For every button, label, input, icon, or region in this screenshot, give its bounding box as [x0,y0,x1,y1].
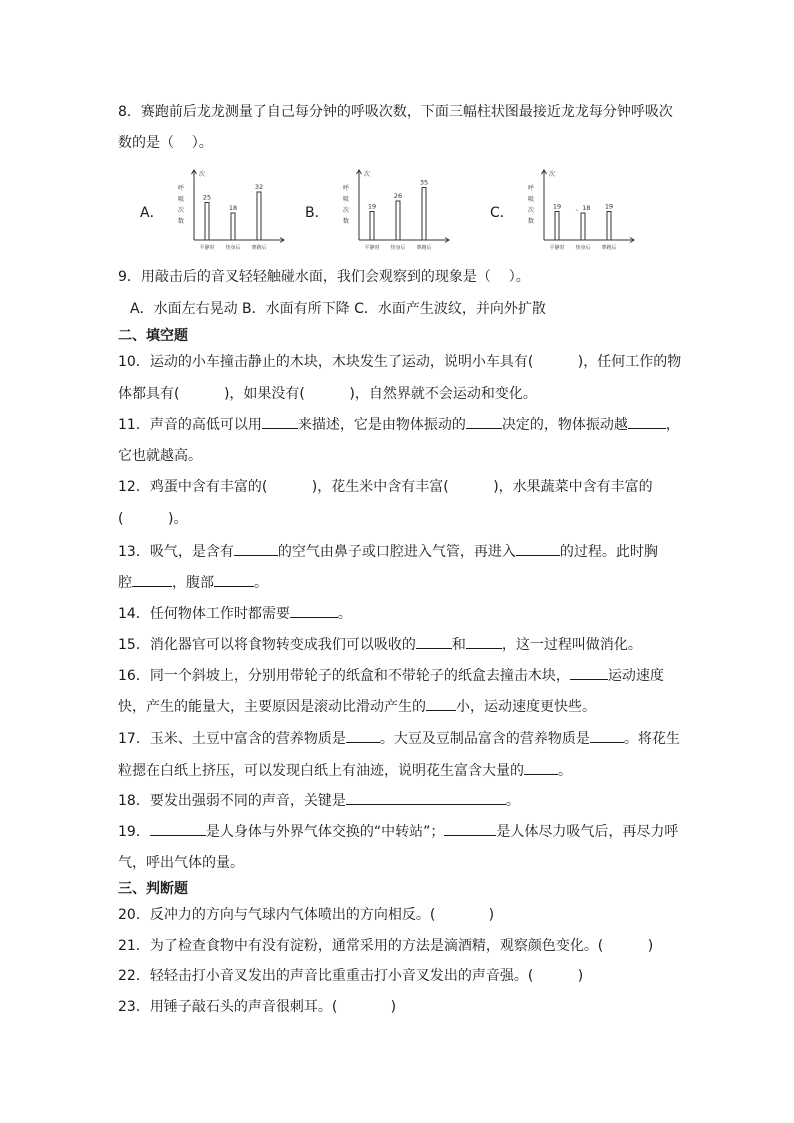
category-label: 热身后 [225,245,241,251]
category-label: 赛跑后 [601,245,617,251]
blank [570,666,608,680]
blank [628,415,666,429]
bar-value-label: 25 [202,193,212,202]
chart-c [490,164,640,256]
y-axis-label-char: 吸 [178,196,185,203]
y-axis-unit: 次 [364,171,371,178]
bar-chart [508,164,640,256]
q9-line1: 9．用敲击后的音叉轻轻触碰水面，我们会观察到的现象是（ ）。 [118,269,530,285]
blank [466,415,502,429]
bar-value-label: 19 [604,202,614,211]
blank [346,729,380,743]
q8-line2: 数的是（ ）。 [118,135,213,151]
y-axis-unit: 次 [199,171,206,178]
category-label: 热身后 [575,245,591,251]
q16-line2: 快，产生的能量大，主要原因是滚动比滑动产生的 小，运动速度更快些。 [118,699,596,715]
q12-line1: 12．鸡蛋中含有丰富的( )，花生米中含有丰富( )，水果蔬菜中含有丰富的 [118,479,653,495]
q12-line2: ( )。 [118,511,188,527]
bar-value-label: 26 [393,192,403,200]
q21: 21．为了检查食物中有没有淀粉，通常采用的方法是滴酒精，观察颜色变化。( ) [118,938,654,954]
y-axis-label-char: 次 [178,207,185,214]
bar [205,203,209,241]
category-label: 热身后 [390,245,406,251]
blank [214,573,254,587]
blank [426,697,456,711]
q17-line2: 粒摁在白纸上挤压，可以发现白纸上有油迹，说明花生富含大量的 。 [118,763,572,779]
chart-option-label: B． [305,205,329,221]
bar-chart [323,164,455,256]
bar [231,213,235,240]
q19-line2: 气，呼出气体的量。 [118,855,244,871]
blank [516,542,560,556]
q17-line1: 17．玉米、土豆中富含的营养物质是 。大豆及豆制品富含的营养物质是 。将花生 [118,731,680,747]
blank [132,573,172,587]
bar [370,212,374,241]
blank [466,635,502,649]
chart-a [140,164,290,256]
blank [234,542,278,556]
bar [555,212,559,241]
y-axis-label-char: 数 [343,218,350,225]
q20: 20．反冲力的方向与气球内气体喷出的方向相反。( ) [118,907,495,923]
blank [262,415,298,429]
bar [257,192,261,240]
blank [346,791,506,805]
bar [396,201,400,240]
y-axis-label-char: 数 [528,218,535,225]
bar-chart [158,164,290,256]
q13-line2: 腔 ，腹部 。 [118,575,268,591]
chart-option-label: C． [490,205,514,221]
blank [416,635,452,649]
q22: 22．轻轻击打小音叉发出的声音比重重击打小音叉发出的声音强。( ) [118,968,584,984]
blank [290,604,338,618]
q19-line1: 19． 是人身体与外界气体交换的“中转站”； 是人体尽力吸气后，再尽力呼 [118,824,679,840]
section-true-false: 三、判断题 [118,881,188,897]
y-axis-label-char: 呼 [528,185,535,192]
y-axis-label-char: 次 [343,207,350,214]
blank [524,761,558,775]
bar-value-label: 32 [254,183,264,191]
bar-value-label: 35 [419,178,429,187]
q11-line1: 11．声音的高低可以用 来描述，它是由物体振动的 决定的，物体振动越 ， [118,417,680,433]
q10-line2: 体都具有( )，如果没有( )，自然界就不会运动和变化。 [118,386,537,402]
category-label: 赛跑后 [251,245,267,251]
y-axis-label-char: 呼 [178,185,185,192]
q18: 18．要发出强弱不同的声音，关键是 。 [118,793,520,809]
q14: 14．任何物体工作时都需要 。 [118,606,352,622]
q23: 23．用锤子敲石头的声音很刺耳。( ) [118,999,397,1015]
y-axis-label-char: 呼 [343,185,350,192]
chart-b [305,164,455,256]
y-axis-label-char: 次 [528,207,535,214]
bar [607,212,611,241]
section-fill-in: 二、填空题 [118,328,188,344]
q10-line1: 10．运动的小车撞击静止的木块，木块发生了运动，说明小车具有( )，任何工作的物 [118,354,682,370]
bar-value-label: 18 [228,204,238,212]
category-label: 平静时 [549,245,565,251]
blank [590,729,624,743]
y-axis-label-char: 吸 [343,196,350,203]
bar-value-label: 、18 [575,204,591,212]
bar-value-label: 19 [367,202,377,211]
bar [422,188,426,241]
category-label: 平静时 [199,245,215,251]
y-axis-label-char: 数 [178,218,185,225]
q15: 15．消化器官可以将食物转变成我们可以吸收的 和 ，这一过程叫做消化。 [118,637,642,653]
blank [150,822,206,836]
blank [444,822,496,836]
q13-line1: 13．吸气，是含有 的空气由鼻子或口腔进入气管，再进入 的过程。此时胸 [118,544,658,560]
q8-line1: 8．赛跑前后龙龙测量了自己每分钟的呼吸次数，下面三幅柱状图最接近龙龙每分钟呼吸次 [118,104,673,120]
q16-line1: 16．同一个斜坡上，分别用带轮子的纸盒和不带轮子的纸盒去撞击木块， 运动速度 [118,668,664,684]
q9-options: A．水面左右晃动 B．水面有所下降 C．水面产生波纹，并向外扩散 [130,301,546,317]
chart-option-label: A． [140,205,164,221]
y-axis-unit: 次 [549,171,556,178]
category-label: 赛跑后 [416,245,432,251]
category-label: 平静时 [364,245,380,251]
q11-line2: 它也就越高。 [118,448,202,464]
bar-value-label: 19 [552,202,562,211]
y-axis-label-char: 吸 [528,196,535,203]
bar [581,213,585,240]
